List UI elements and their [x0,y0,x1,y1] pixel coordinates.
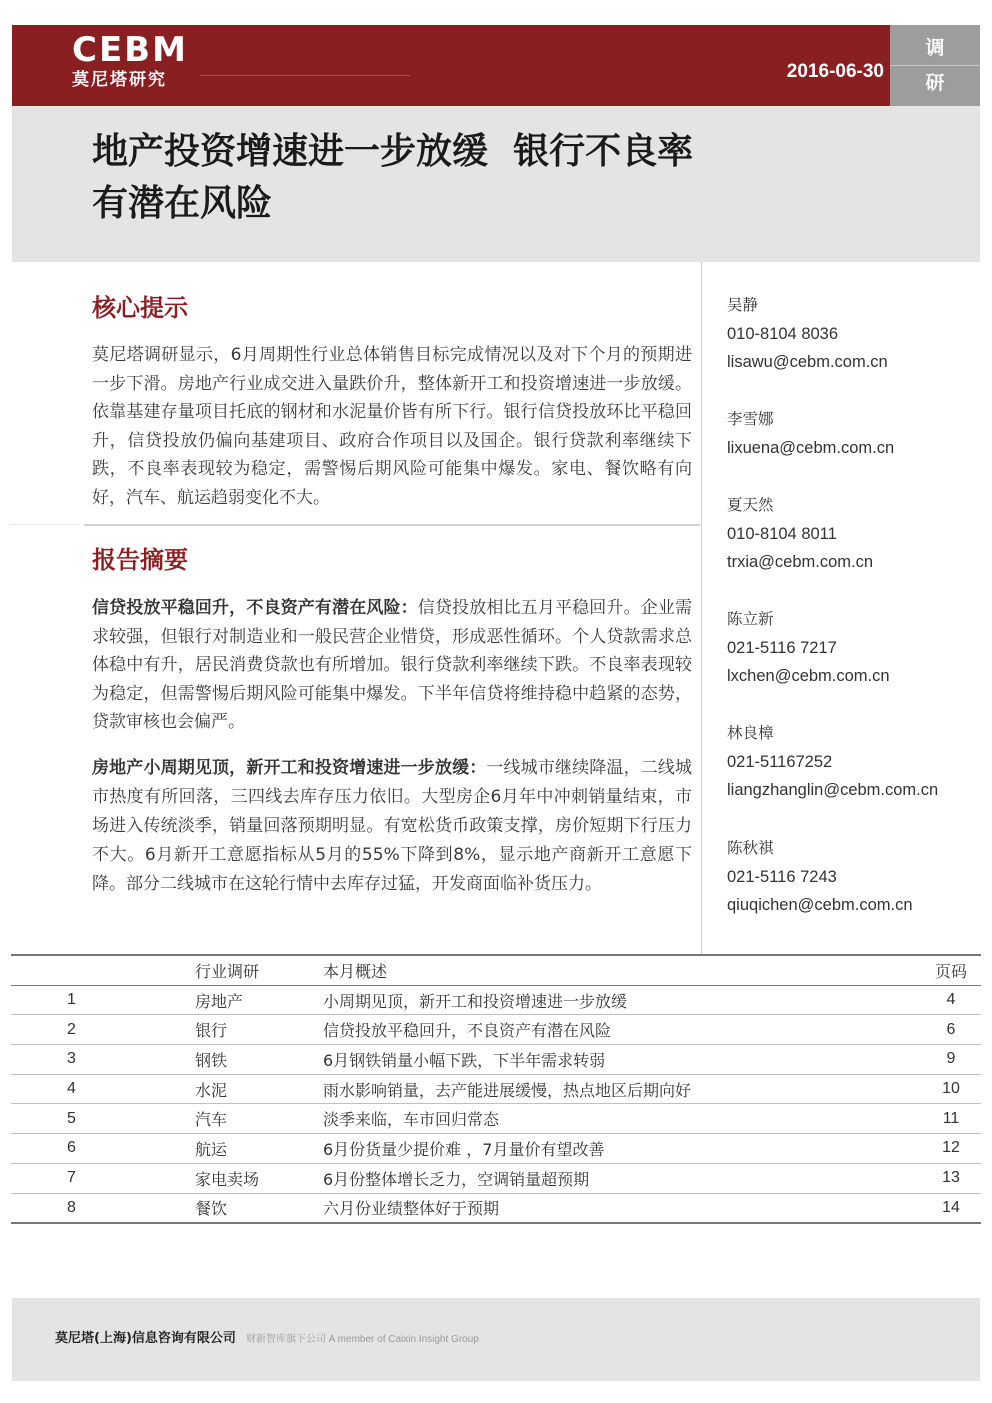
analyst-name: 林良樟 [727,724,774,742]
column-divider [701,262,702,954]
core-tips-text: 莫尼塔调研显示，6月周期性行业总体销售目标完成情况以及对下个月的预期进一步下滑。房地产行业成交进入量跌价升，整体新开工和投资增速进一步放缓。依靠基建存量项目托底的钢材和水泥量价皆有所下行。银行信贷投放环比平稳回升，信贷投放仍偏向基建项目、政府合作项目以及国企。银行贷款利率继续下跌，不良率表现较为稳定，需警惕后期风险可能集中爆发。家电、餐饮略有向好，汽车、航运趋弱变化不大。 [92,345,692,508]
row-summary: 信贷投放平稳回升，不良资产有潜在风险 [323,1015,921,1045]
row-industry: 家电卖场 [195,1163,323,1193]
row-page: 10 [921,1074,981,1104]
row-industry: 餐饮 [195,1193,323,1223]
table-row[interactable] [11,1074,981,1104]
row-summary: 六月份业绩整体好于预期 [323,1193,921,1223]
table-header-row [11,955,981,985]
row-industry: 水泥 [195,1074,323,1104]
col-header-summary: 本月概述 [323,955,921,985]
analyst-phone: 021-51167252 [727,752,833,771]
table-row[interactable] [11,985,981,1015]
summary-paragraph-2-body: 一线城市继续降温，二线城市热度有所回落，三四线去库存压力依旧。大型房企6月年中冲刺销量结束，市场进入传统淡季，销量回落预期明显。有宽松货币政策支撑，房价短期下行压力不大。6月新开工意愿指标从5月的55%下降到8%，显示地产商新开工意愿下降。部分二线城市在这轮行情中去库存过猛，开发商面临补货压力。 [92,758,693,894]
doc-type-divider [890,65,980,66]
row-industry: 航运 [195,1134,323,1164]
row-summary: 雨水影响销量，去产能进展缓慢，热点地区后期向好 [323,1074,921,1104]
row-summary: 6月钢铁销量小幅下跌，下半年需求转弱 [323,1045,921,1075]
table-row[interactable] [11,1045,981,1075]
summary-paragraph-2-lead: 房地产小周期见顶，新开工和投资增速进一步放缓： [92,758,487,778]
analyst-email[interactable]: lxchen@cebm.com.cn [727,667,890,685]
row-number: 3 [11,1045,195,1075]
report-title-line-2: 有潜在风险 [92,183,273,224]
analyst-phone: 010-8104 8011 [727,524,837,543]
table-row[interactable] [11,1015,981,1045]
analyst-phone: 010-8104 8036 [727,324,839,343]
row-number: 1 [11,985,195,1015]
footer-company: 莫尼塔(上海)信息咨询有限公司 [55,1331,236,1346]
core-tips-heading: 核心提示 [92,294,188,322]
row-number: 7 [11,1163,195,1193]
row-number: 4 [11,1074,195,1104]
row-number: 5 [11,1104,195,1134]
summary-paragraph-1 [92,594,692,737]
row-page: 6 [921,1015,981,1045]
analyst-card [727,834,977,920]
analyst-email[interactable]: trxia@cebm.com.cn [727,553,874,571]
analyst-name: 李雪娜 [727,410,774,428]
col-header-industry: 行业调研 [195,955,323,985]
analyst-name: 吴静 [727,296,759,314]
table-row[interactable] [11,1104,981,1134]
col-header-no [11,955,195,985]
row-page: 12 [921,1134,981,1164]
row-page: 11 [921,1104,981,1134]
industry-table [11,954,981,1224]
analyst-card [727,719,977,805]
footer-subtitle: 财新智库旗下公司 A member of Caixin Insight Group [246,1334,479,1345]
summary-paragraph-1-body: 信贷投放相比五月平稳回升。企业需求较强，但银行对制造业和一般民营企业惜贷，形成恶性循环。个人贷款需求总体稳中有升，居民消费贷款也有所增加。银行贷款利率继续下跌。不良率表现较为稳定，但需警惕后期风险可能集中爆发。下半年信贷将维持稳中趋紧的态势，贷款审核也会偏严。 [92,598,693,732]
analyst-email[interactable]: qiuqichen@cebm.com.cn [727,896,913,914]
row-industry: 房地产 [195,985,323,1015]
col-header-page: 页码 [921,955,981,985]
analyst-card [727,491,977,577]
row-number: 6 [11,1134,195,1164]
logo-subtitle: 莫尼塔研究 [72,70,167,90]
row-industry: 汽车 [195,1104,323,1134]
row-summary: 淡季来临，车市回归常态 [323,1104,921,1134]
summary-paragraph-1-lead: 信贷投放平稳回升，不良资产有潜在风险： [92,598,418,618]
report-title [92,126,912,230]
row-summary: 6月份整体增长乏力，空调销量超预期 [323,1163,921,1193]
header-divider [200,75,410,76]
summary-heading: 报告摘要 [92,546,188,574]
row-page: 13 [921,1163,981,1193]
report-date: 2016-06-30 [786,61,884,82]
report-title-line-1: 地产投资增速进一步放缓 银行不良率 [92,131,694,172]
row-summary: 6月份货量少提价难 ，7月量价有望改善 [323,1134,921,1164]
row-summary: 小周期见顶，新开工和投资增速进一步放缓 [323,985,921,1015]
analyst-email[interactable]: lixuena@cebm.com.cn [727,438,895,457]
analyst-card [727,605,977,691]
analyst-name: 陈秋祺 [727,839,774,857]
section-divider [84,524,700,526]
table-row[interactable] [11,1134,981,1164]
doc-type-char-2: 研 [925,72,945,94]
table-row[interactable] [11,1193,981,1223]
summary-paragraph-2 [92,754,692,899]
analyst-card [727,291,977,377]
analyst-card [727,405,977,462]
row-number: 8 [11,1193,195,1223]
row-page: 9 [921,1045,981,1075]
analyst-phone: 021-5116 7217 [727,638,837,657]
analyst-name: 夏天然 [727,496,774,514]
row-page: 14 [921,1193,981,1223]
row-page: 4 [921,985,981,1015]
section-divider-left [10,524,80,525]
row-industry: 银行 [195,1015,323,1045]
analyst-email[interactable]: lisawu@cebm.com.cn [727,353,888,371]
analyst-email[interactable]: liangzhanglin@cebm.com.cn [727,781,939,799]
table-row[interactable] [11,1163,981,1193]
doc-type-char-1: 调 [925,37,945,59]
analyst-name: 陈立新 [727,610,774,628]
cebm-logo: CEBM [72,30,188,70]
row-number: 2 [11,1015,195,1045]
row-industry: 钢铁 [195,1045,323,1075]
analyst-phone: 021-5116 7243 [727,867,837,886]
